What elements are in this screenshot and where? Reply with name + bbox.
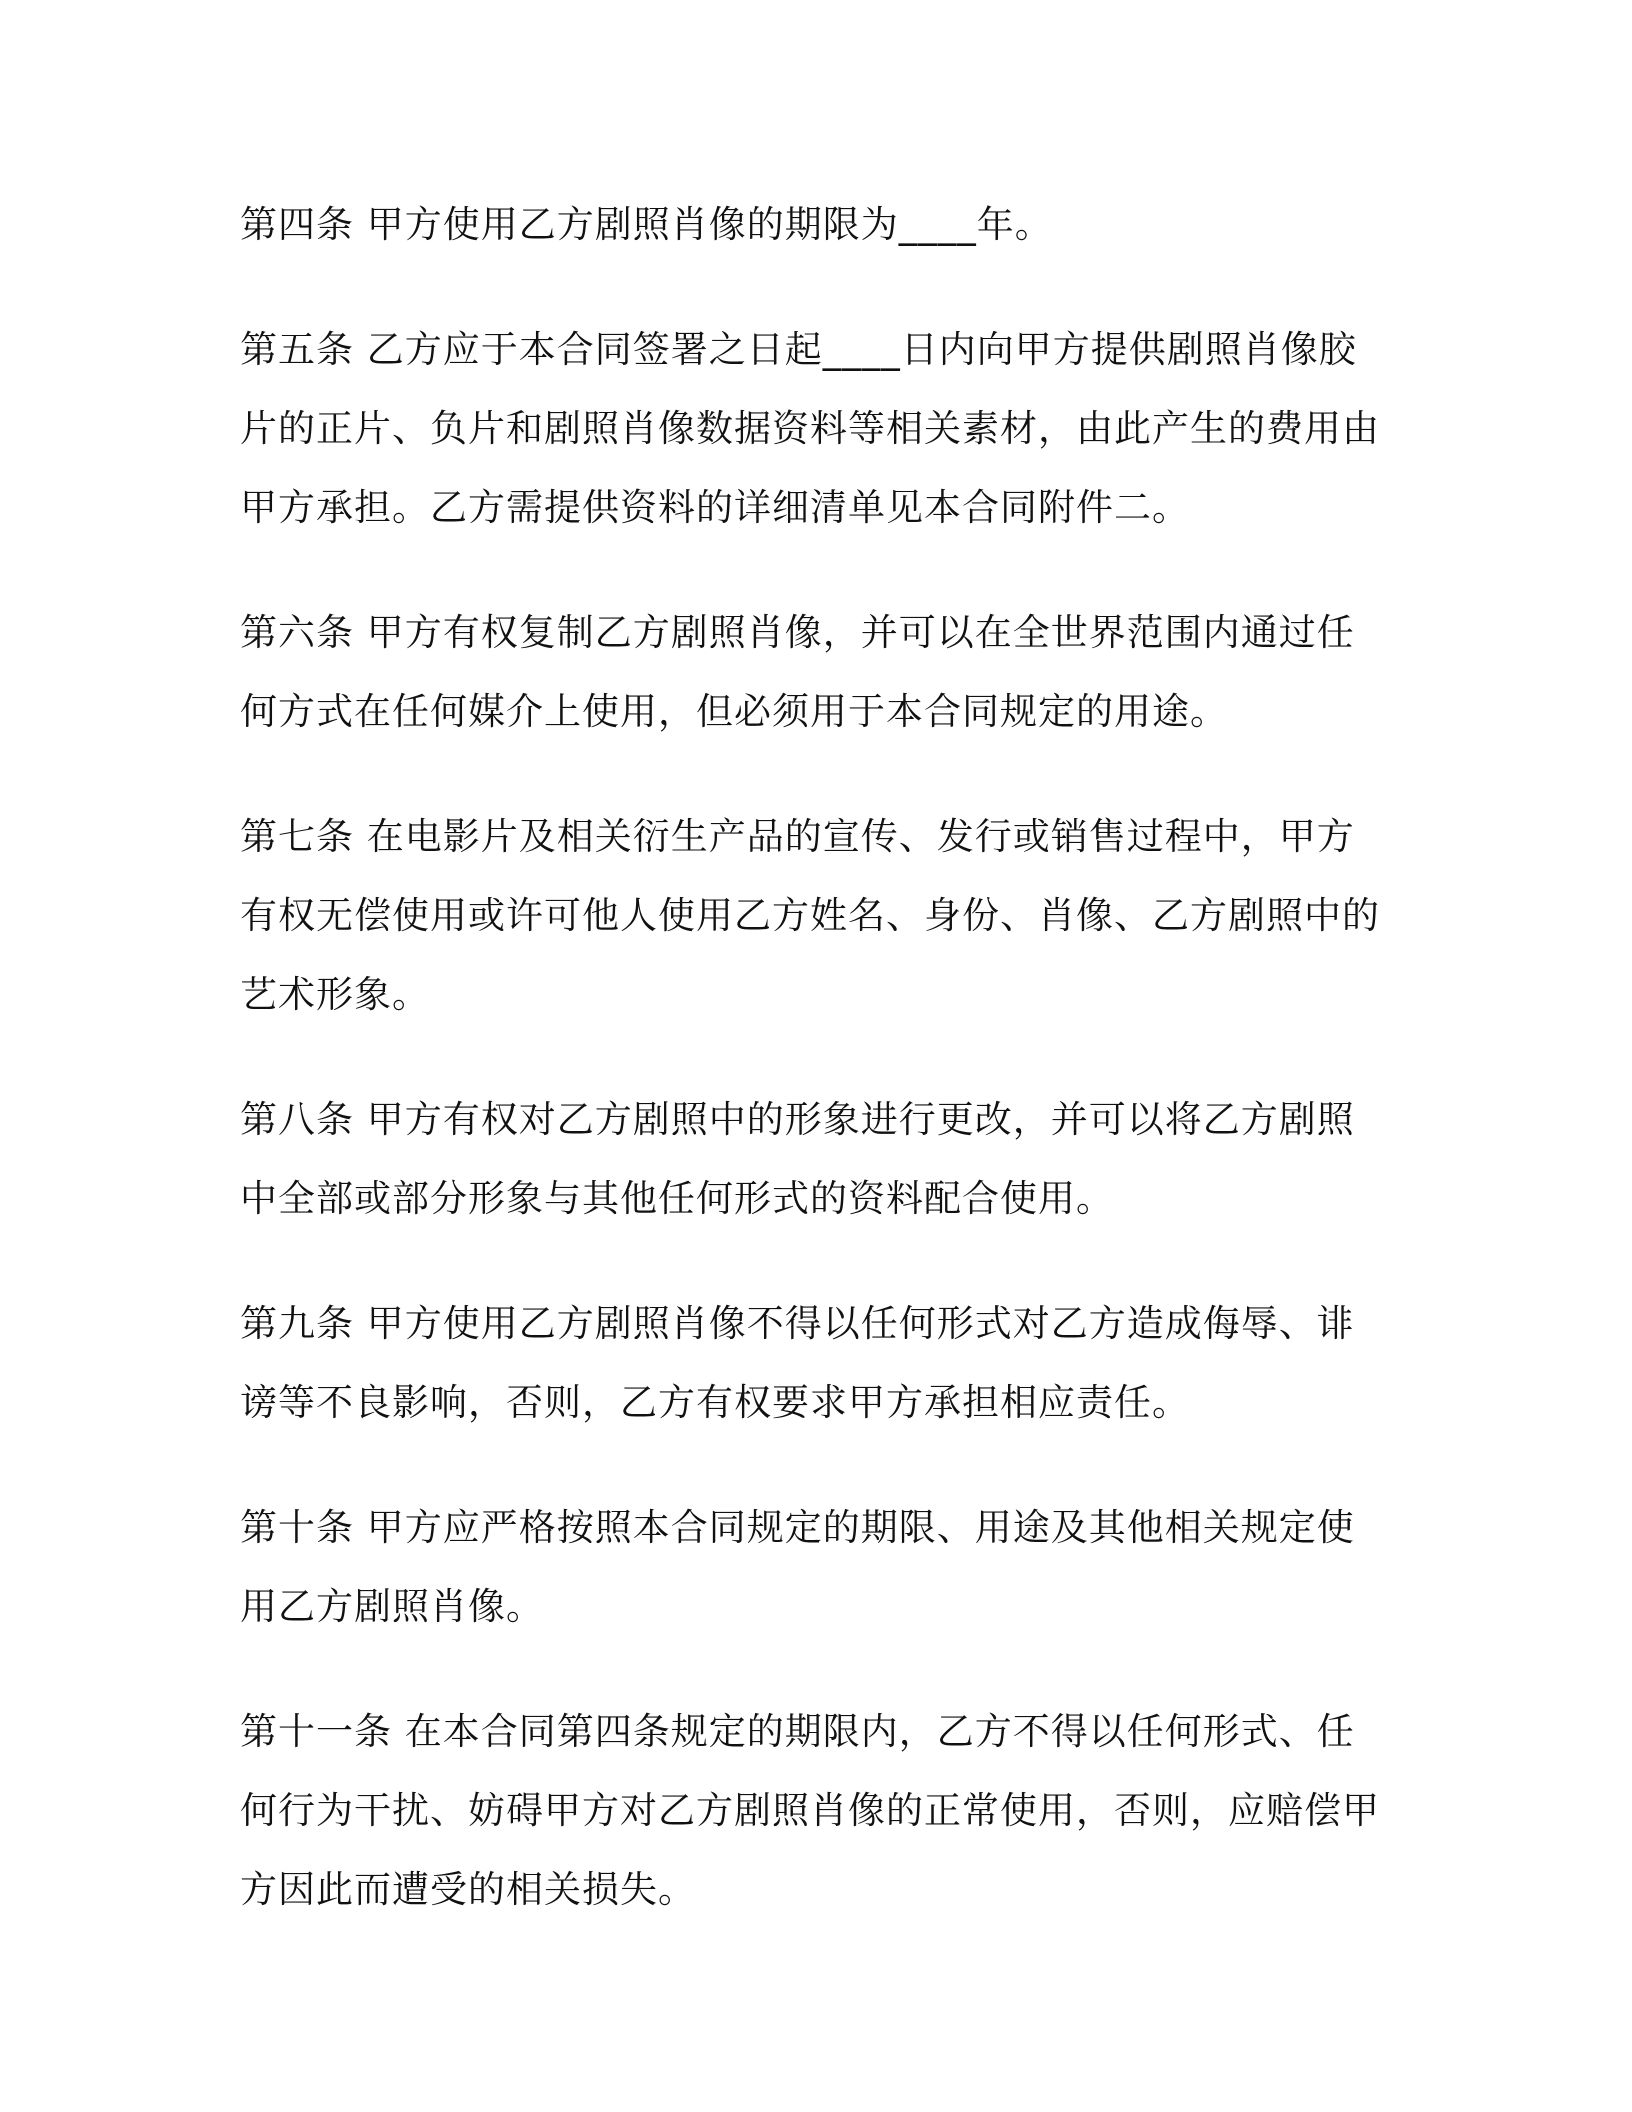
- contract-body: [240, 185, 1380, 1975]
- clause-6: 第六条 甲方有权复制乙方剧照肖像，并可以在全世界范围内通过任何方式在任何媒介上使用，但必须用于本合同规定的用途。: [240, 611, 1355, 733]
- clause-7: 第七条 在电影片及相关衍生产品的宣传、发行或销售过程中，甲方有权无偿使用或许可他人使用乙方姓名、身份、肖像、乙方剧照中的艺术形象。: [240, 815, 1380, 1016]
- clause-4: 第四条 甲方使用乙方剧照肖像的期限为____年。: [240, 203, 1053, 246]
- clause-5: 第五条 乙方应于本合同签署之日起____日内向甲方提供剧照肖像胶片的正片、负片和剧照肖像数据资料等相关素材，由此产生的费用由甲方承担。乙方需提供资料的详细清单见本合同附件二。: [240, 328, 1380, 529]
- clause-11: 第十一条 在本合同第四条规定的期限内，乙方不得以任何形式、任何行为干扰、妨碍甲方对乙方剧照肖像的正常使用，否则，应赔偿甲方因此而遭受的相关损失。: [240, 1710, 1380, 1911]
- clause-10: 第十条 甲方应严格按照本合同规定的期限、用途及其他相关规定使用乙方剧照肖像。: [240, 1506, 1355, 1628]
- clause-9: 第九条 甲方使用乙方剧照肖像不得以任何形式对乙方造成侮辱、诽谤等不良影响，否则，乙方有权要求甲方承担相应责任。: [240, 1302, 1355, 1424]
- clause-8: 第八条 甲方有权对乙方剧照中的形象进行更改，并可以将乙方剧照中全部或部分形象与其他任何形式的资料配合使用。: [240, 1098, 1355, 1220]
